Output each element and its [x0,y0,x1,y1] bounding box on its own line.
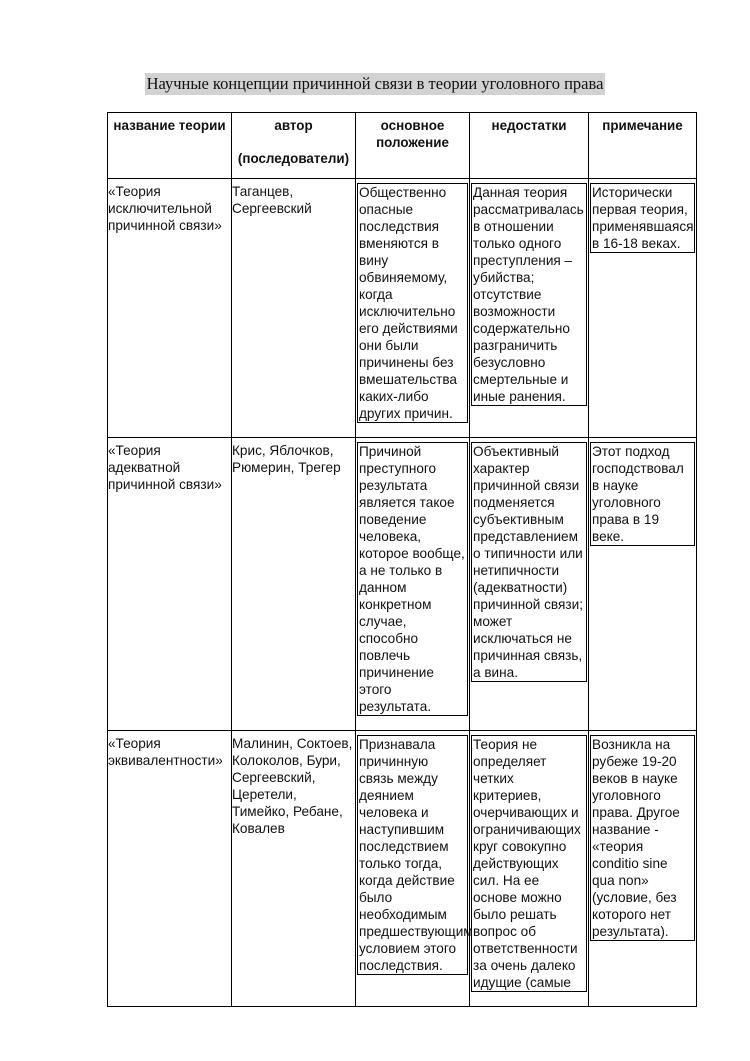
header-author-sub: (последователи) [237,151,350,166]
cell-drawbacks: Объективный характер причинной связи подменяется субъективным представлением о типичности или нетипичности (адекватности) причинной связи; может исключаться не причинная связь, а вина. [471,442,587,682]
cell-position: Общественно опасные последствия вменяются в вину обвиняемому, когда исключительно его действиями они были причинены без вмешательства каких-либо других причин. [357,183,468,423]
cell-drawbacks-wrap [470,179,589,438]
cell-drawbacks-wrap [470,438,589,731]
cell-note-wrap [589,731,697,1007]
header-position: основное положение [356,113,470,179]
cell-drawbacks: Данная теория рассматривалась в отношении только одного преступления – убийства; отсутствие возможности содержательно разграничить безусловно смертельные и иные ранения. [471,183,587,406]
cell-drawbacks-wrap [470,731,589,1007]
cell-position-wrap [356,179,470,438]
cell-drawbacks: Теория не определяет четких критериев, очерчивающих и ограничивающих круг совокупно действующих сил. На ее основе можно было решать вопрос об ответственности за очень далеко идущие (самые [471,735,587,992]
cell-position: Признавала причинную связь между деянием человека и наступившим последствием только тогда, когда действие было необходимым предшествующим условием этого последствия. [359,737,473,973]
table-row [108,731,697,1007]
cell-theory: «Теория исключительной причинной связи» [108,179,232,438]
table-row [108,179,697,438]
table-row [108,438,697,731]
header-author-label: автор [274,118,313,133]
cell-note-wrap [589,179,697,438]
cell-author: Крис, Яблочков, Рюмерин, Трегер [232,438,356,731]
cell-note: Возникла на рубеже 19-20 веков в науке уголовного права. Другое название - «теория conditio sine qua non» (условие, без которого нет результата). [590,735,695,941]
header-note: примечание [589,113,697,179]
theories-table [107,112,697,1007]
cell-theory: «Теория адекватной причинной связи» [108,438,232,731]
cell-note: Этот подход господствовал в науке уголовного права в 19 веке. [590,442,695,546]
cell-theory: «Теория эквивалентности» [108,731,232,1007]
cell-author: Малинин, Соктоев, Колоколов, Бури, Сергеевский, Церетели, Тимейко, Ребане, Ковалев [232,731,356,1007]
cell-position-wrap [356,438,470,731]
cell-author: Таганцев, Сергеевский [232,179,356,438]
cell-position: Причиной преступного результата является такое поведение человека, которое вообще, а не только в данном конкретном случае, способно повлечь причинение этого результата. [357,442,468,716]
cell-note-wrap [589,438,697,731]
cell-position-wrap [356,731,473,1007]
cell-note: Исторически первая теория, применявшаяся в 16-18 веках. [592,185,694,251]
header-author [232,113,356,179]
header-drawbacks: недостатки [470,113,589,179]
table-header-row [108,113,697,179]
header-theory: название теории [108,113,232,179]
document-title: Научные концепции причинной связи в теории уголовного права [146,74,604,93]
